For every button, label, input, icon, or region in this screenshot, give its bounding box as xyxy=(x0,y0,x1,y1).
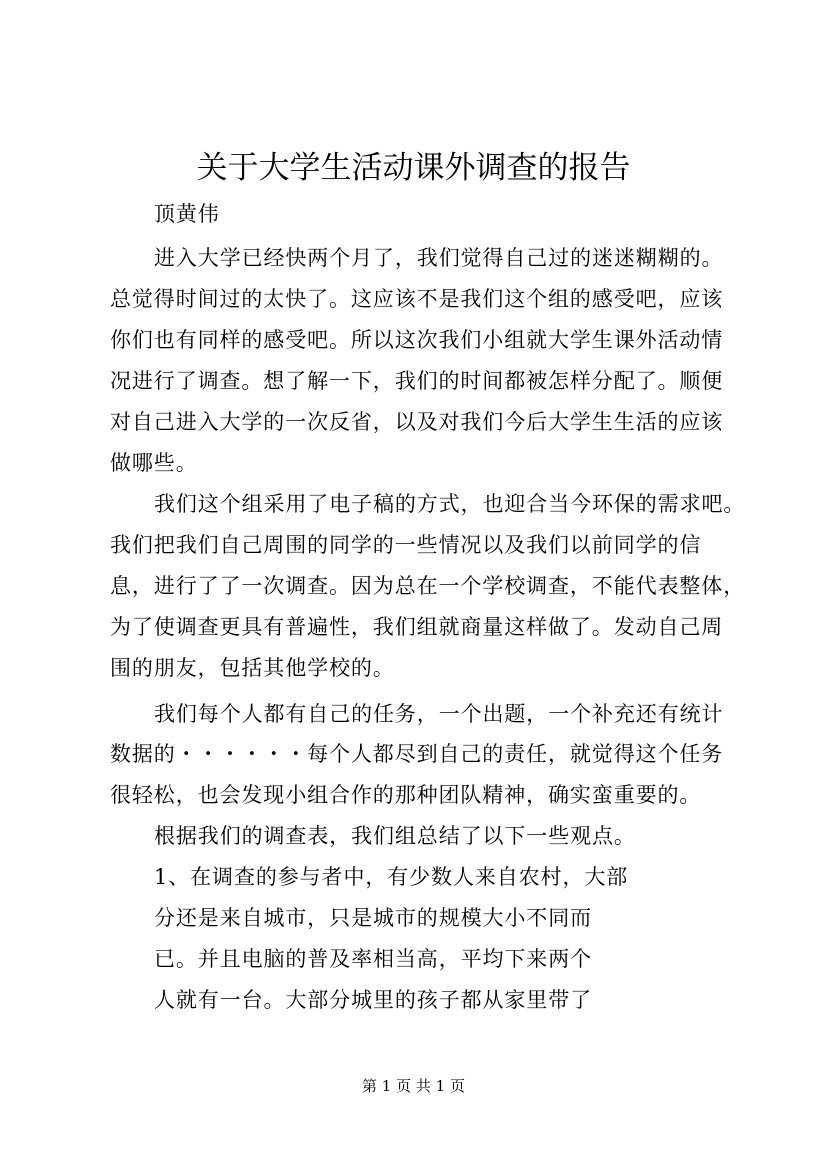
paragraph-line: 总觉得时间过的太快了。这应该不是我们这个组的感受吧，应该 xyxy=(110,287,724,311)
paragraph-line: 很轻松，也会发现小组合作的那种团队精神，确实蛮重要的。 xyxy=(110,783,702,807)
document-title: 关于大学生活动课外调查的报告 xyxy=(196,150,631,186)
paragraph-line: 做哪些。 xyxy=(110,451,198,475)
page-number-footer: 第 1 页 共 1 页 xyxy=(362,1077,465,1095)
paragraph-line: 根据我们的调查表，我们组总结了以下一些观点。 xyxy=(154,824,636,848)
paragraph-line: 我们这个组采用了电子稿的方式，也迎合当今环保的需求吧。 xyxy=(154,492,746,516)
paragraph-line: 数据的・・・・・・每个人都尽到自己的责任，就觉得这个任务 xyxy=(110,742,724,766)
paragraph-line: 我们把我们自己周围的同学的一些情况以及我们以前同学的信 xyxy=(110,533,702,557)
paragraph-line: 况进行了调查。想了解一下，我们的时间都被怎样分配了。顺便 xyxy=(110,369,724,393)
paragraph-line: 围的朋友，包括其他学校的。 xyxy=(110,656,395,680)
paragraph-line: 你们也有同样的感受吧。所以这次我们小组就大学生课外活动情 xyxy=(110,328,724,352)
paragraph-line: 息，进行了了一次调查。因为总在一个学校调查，不能代表整体， xyxy=(110,574,746,598)
list-item-line: 已。并且电脑的普及率相当高，平均下来两个 xyxy=(154,947,592,971)
list-item-line: 1、在调查的参与者中，有少数人来自农村，大部 xyxy=(154,865,629,889)
paragraph-line: 我们每个人都有自己的任务，一个出题，一个补充还有统计 xyxy=(154,702,724,726)
paragraph-line: 进入大学已经快两个月了，我们觉得自己过的迷迷糊糊的。 xyxy=(154,246,724,270)
author-line: 顶黄伟 xyxy=(154,202,220,226)
paragraph-line: 对自己进入大学的一次反省，以及对我们今后大学生生活的应该 xyxy=(110,410,724,434)
list-item-line: 人就有一台。大部分城里的孩子都从家里带了 xyxy=(154,988,592,1012)
paragraph-line: 为了使调查更具有普遍性，我们组就商量这样做了。发动自己周 xyxy=(110,615,724,639)
list-item-line: 分还是来自城市，只是城市的规模大小不同而 xyxy=(154,906,592,930)
